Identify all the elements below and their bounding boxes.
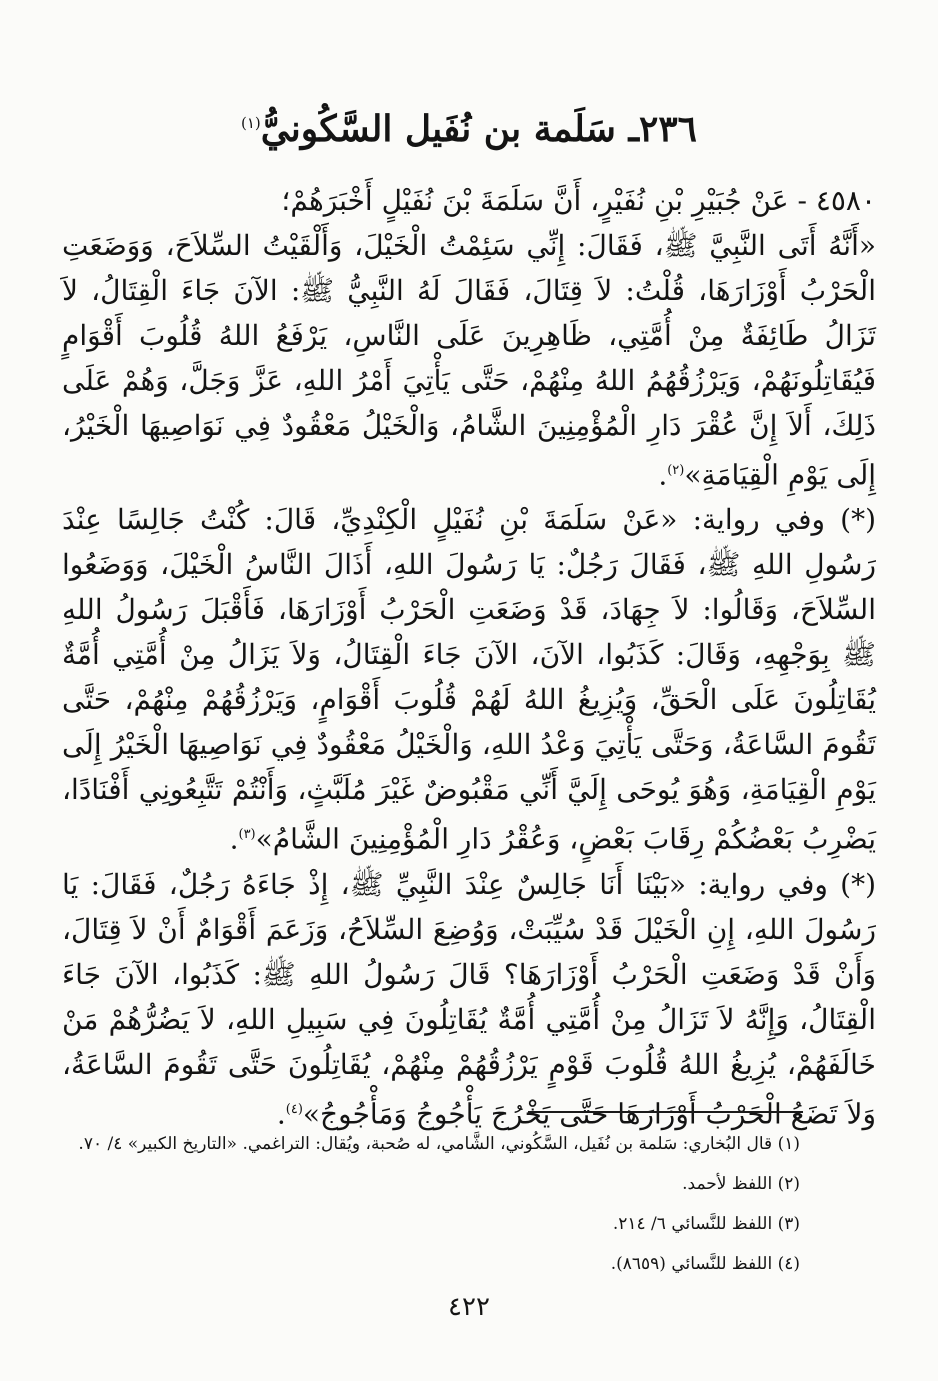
main-text — [62, 178, 876, 1136]
chapter-title-text: ٢٣٦ـ سَلَمة بن نُفَيل السَّكُونيُّ — [260, 108, 698, 150]
hadith-intro: ٤٥٨٠ - عَنْ جُبَيْرِ بْنِ نُفَيْرٍ، أَنَّ سَلَمَةَ بْنَ نُفَيْلٍ أَخْبَرَهُمْ؛ — [281, 184, 876, 217]
footnote-1: (١) قال البُخاري: سَلمة بن نُفَيل، السَّكُوني، الشَّامي، له صُحبة، ويُقال: التراغمي. «التاريخ الكبير» ٤/ ٧٠. — [78, 1134, 800, 1154]
footnotes — [80, 1124, 800, 1284]
riwaya-1-text: (*) وفي رواية: «عَنْ سَلَمَةَ بْنِ نُفَيْلٍ الْكِنْدِيِّ، قَالَ: كُنْتُ جَالِسًا عِنْدَ رَسُولِ اللهِ ﷺ، فَقَالَ رَجُلٌ: يَا رَسُولَ اللهِ، أَذَالَ النَّاسُ الْخَيْلَ، وَوَضَعُوا السِّلاَحَ، وَقَالُوا: لاَ جِهَادَ، قَدْ وَضَعَتِ الْحَرْبُ أَوْزَارَهَا، فَأَقْبَلَ رَسُولُ اللهِ ﷺ بِوَجْهِهِ، وَقَالَ: كَذَبُوا، الآنَ، الآنَ جَاءَ الْقِتَالُ، وَلاَ يَزَالُ مِنْ أُمَّتِي أُمَّةٌ يُقَاتِلُونَ عَلَى الْحَقِّ، وَيُزِيغُ اللهُ لَهُمْ قُلُوبَ أَقْوَامٍ، وَيَرْزُقُهُمْ مِنْهُمْ، حَتَّى تَقُومَ السَّاعَةُ، وَحَتَّى يَأْتِيَ وَعْدُ اللهِ، وَالْخَيْلُ مَعْقُودٌ فِي نَوَاصِيهَا الْخَيْرُ إِلَى يَوْمِ الْقِيَامَةِ، وَهُوَ يُوحَى إِلَيَّ أَنِّي مَقْبُوضٌ غَيْرَ مُلَبَّثٍ، وَأَنْتُمْ تَتَّبِعُونِي أَفْنَادًا، يَضْرِبُ بَعْضُكُمْ رِقَابَ بَعْضٍ، وَعُقْرُ دَارِ الْمُؤْمِنِينَ الشَّامُ» — [62, 503, 876, 856]
hadith-paragraph: «أَنَّهُ أَتَى النَّبِيَّ ﷺ، فَقَالَ: إِنِّي سَئِمْتُ الْخَيْلَ، وَأَلْقَيْتُ السِّلاَحَ، وَوَضَعَتِ الْحَرْبُ أَوْزَارَهَا، قُلْتُ: لاَ قِتَالَ، فَقَالَ لَهُ النَّبِيُّ ﷺ: الآنَ جَاءَ الْقِتَالُ، لاَ تَزَالُ طَائِفَةٌ مِنْ أُمَّتِي، ظَاهِرِينَ عَلَى النَّاسِ، يَرْفَعُ اللهُ قُلُوبَ أَقْوَامٍ فَيُقَاتِلُونَهُمْ، وَيَرْزُقُهُمُ اللهُ مِنْهُمْ، حَتَّى يَأْتِيَ أَمْرُ اللهِ، عَزَّ وَجَلَّ، وَهُمْ عَلَى ذَلِكَ، أَلاَ إِنَّ عُقْرَ دَارِ الْمُؤْمِنِينَ الشَّامُ، وَالْخَيْلُ مَعْقُودٌ فِي نَوَاصِيهَا الْخَيْرُ، إِلَى يَوْمِ الْقِيَامَةِ»$^{(٢)}$. — [62, 229, 877, 492]
riwaya-2-text: (*) وفي رواية: «بَيْنَا أَنَا جَالِسٌ عِنْدَ النَّبِيِّ ﷺ، إِذْ جَاءَهُ رَجُلٌ، فَقَالَ: يَا رَسُولَ اللهِ، إِنِ الْخَيْلَ قَدْ سُيِّبَتْ، وَوُضِعَ السِّلاَحُ، وَزَعَمَ أَقْوَامٌ أَنْ لاَ قِتَالَ، وَأَنْ قَدْ وَضَعَتِ الْحَرْبُ أَوْزَارَهَا؟ قَالَ رَسُولُ اللهِ ﷺ: كَذَبُوا، الآنَ جَاءَ الْقِتَالُ، وَإِنَّهُ لاَ تَزَالُ مِنْ أُمَّتِي أُمَّةٌ يُقَاتِلُونَ فِي سَبِيلِ اللهِ، لاَ يَضُرُّهُمْ مَنْ خَالَفَهُمْ، يُزِيغُ اللهُ قُلُوبَ قَوْمٍ يَرْزُقُهُمْ مِنْهُمْ، يُقَاتِلُونَ حَتَّى تَقُومَ السَّاعَةُ، وَلاَ تَضَعُ الْحَرْبُ أَوْزَارَهَا حَتَّى يَخْرُجَ يَأْجُوجُ وَمَأْجُوجُ» — [62, 867, 876, 1130]
hadith-text: «أَنَّهُ أَتَى النَّبِيَّ ﷺ، فَقَالَ: إِنِّي سَئِمْتُ الْخَيْلَ، وَأَلْقَيْتُ السِّلاَحَ، وَوَضَعَتِ الْحَرْبُ أَوْزَارَهَا، قُلْتُ: لاَ قِتَالَ، فَقَالَ لَهُ النَّبِيُّ ﷺ: الآنَ جَاءَ الْقِتَالُ، لاَ تَزَالُ طَائِفَةٌ مِنْ أُمَّتِي، ظَاهِرِينَ عَلَى النَّاسِ، يَرْفَعُ اللهُ قُلُوبَ أَقْوَامٍ فَيُقَاتِلُونَهُمْ، وَيَرْزُقُهُمُ اللهُ مِنْهُمْ، حَتَّى يَأْتِيَ أَمْرُ اللهِ، عَزَّ وَجَلَّ، وَهُمْ عَلَى ذَلِكَ، أَلاَ إِنَّ عُقْرَ دَارِ الْمُؤْمِنِينَ الشَّامُ، وَالْخَيْلُ مَعْقُودٌ فِي نَوَاصِيهَا الْخَيْرُ، إِلَى يَوْمِ الْقِيَامَةِ» — [62, 229, 877, 492]
hadith-footnote-ref: (٢) — [667, 463, 685, 478]
page-number: ٤٢٢ — [448, 1292, 490, 1322]
footnote-4: (٤) اللفظ للنَّسائي (٨٦٥٩). — [610, 1254, 800, 1274]
riwaya-1-footnote-ref: (٣) — [238, 827, 256, 843]
footnote-2: (٢) اللفظ لأحمد. — [682, 1174, 800, 1194]
chapter-title — [0, 108, 938, 150]
title-footnote-ref: (١) — [240, 114, 261, 132]
riwaya-2-footnote-ref: (٤) — [285, 1101, 303, 1117]
footnote-divider — [528, 1111, 803, 1113]
riwaya-paragraph-1: (*) وفي رواية: «عَنْ سَلَمَةَ بْنِ نُفَيْلٍ الْكِنْدِيِّ، قَالَ: كُنْتُ جَالِسًا عِنْدَ رَسُولِ اللهِ ﷺ، فَقَالَ رَجُلٌ: يَا رَسُولَ اللهِ، أَذَالَ النَّاسُ الْخَيْلَ، وَوَضَعُوا السِّلاَحَ، وَقَالُوا: لاَ جِهَادَ، قَدْ وَضَعَتِ الْحَرْبُ أَوْزَارَهَا، فَأَقْبَلَ رَسُولُ اللهِ ﷺ بِوَجْهِهِ، وَقَالَ: كَذَبُوا، الآنَ، الآنَ جَاءَ الْقِتَالُ، وَلاَ يَزَالُ مِنْ أُمَّتِي أُمَّةٌ يُقَاتِلُونَ عَلَى الْحَقِّ، وَيُزِيغُ اللهُ لَهُمْ قُلُوبَ أَقْوَامٍ، وَيَرْزُقُهُمْ مِنْهُمْ، حَتَّى تَقُومَ السَّاعَةُ، وَحَتَّى يَأْتِيَ وَعْدُ اللهِ، وَالْخَيْلُ مَعْقُودٌ فِي نَوَاصِيهَا الْخَيْرُ إِلَى يَوْمِ الْقِيَامَةِ، وَهُوَ يُوحَى إِلَيَّ أَنِّي مَقْبُوضٌ غَيْرَ مُلَبَّثٍ، وَأَنْتُمْ تَتَّبِعُونِي أَفْنَادًا، يَضْرِبُ بَعْضُكُمْ رِقَابَ بَعْضٍ، وَعُقْرُ دَارِ الْمُؤْمِنِينَ الشَّامُ»$^{(٣)}$. — [62, 503, 876, 856]
riwaya-paragraph-2: (*) وفي رواية: «بَيْنَا أَنَا جَالِسٌ عِنْدَ النَّبِيِّ ﷺ، إِذْ جَاءَهُ رَجُلٌ، فَقَالَ: يَا رَسُولَ اللهِ، إِنِ الْخَيْلَ قَدْ سُيِّبَتْ، وَوُضِعَ السِّلاَحُ، وَزَعَمَ أَقْوَامٌ أَنْ لاَ قِتَالَ، وَأَنْ قَدْ وَضَعَتِ الْحَرْبُ أَوْزَارَهَا؟ قَالَ رَسُولُ اللهِ ﷺ: كَذَبُوا، الآنَ جَاءَ الْقِتَالُ، وَإِنَّهُ لاَ تَزَالُ مِنْ أُمَّتِي أُمَّةٌ يُقَاتِلُونَ فِي سَبِيلِ اللهِ، لاَ يَضُرُّهُمْ مَنْ خَالَفَهُمْ، يُزِيغُ اللهُ قُلُوبَ قَوْمٍ يَرْزُقُهُمْ مِنْهُمْ، يُقَاتِلُونَ حَتَّى تَقُومَ السَّاعَةُ، وَلاَ تَضَعُ الْحَرْبُ أَوْزَارَهَا حَتَّى يَخْرُجَ يَأْجُوجُ وَمَأْجُوجُ»$^{(٤)}$. — [62, 867, 876, 1130]
footnote-3: (٣) اللفظ للنَّسائي ٦/ ٢١٤. — [612, 1214, 800, 1234]
